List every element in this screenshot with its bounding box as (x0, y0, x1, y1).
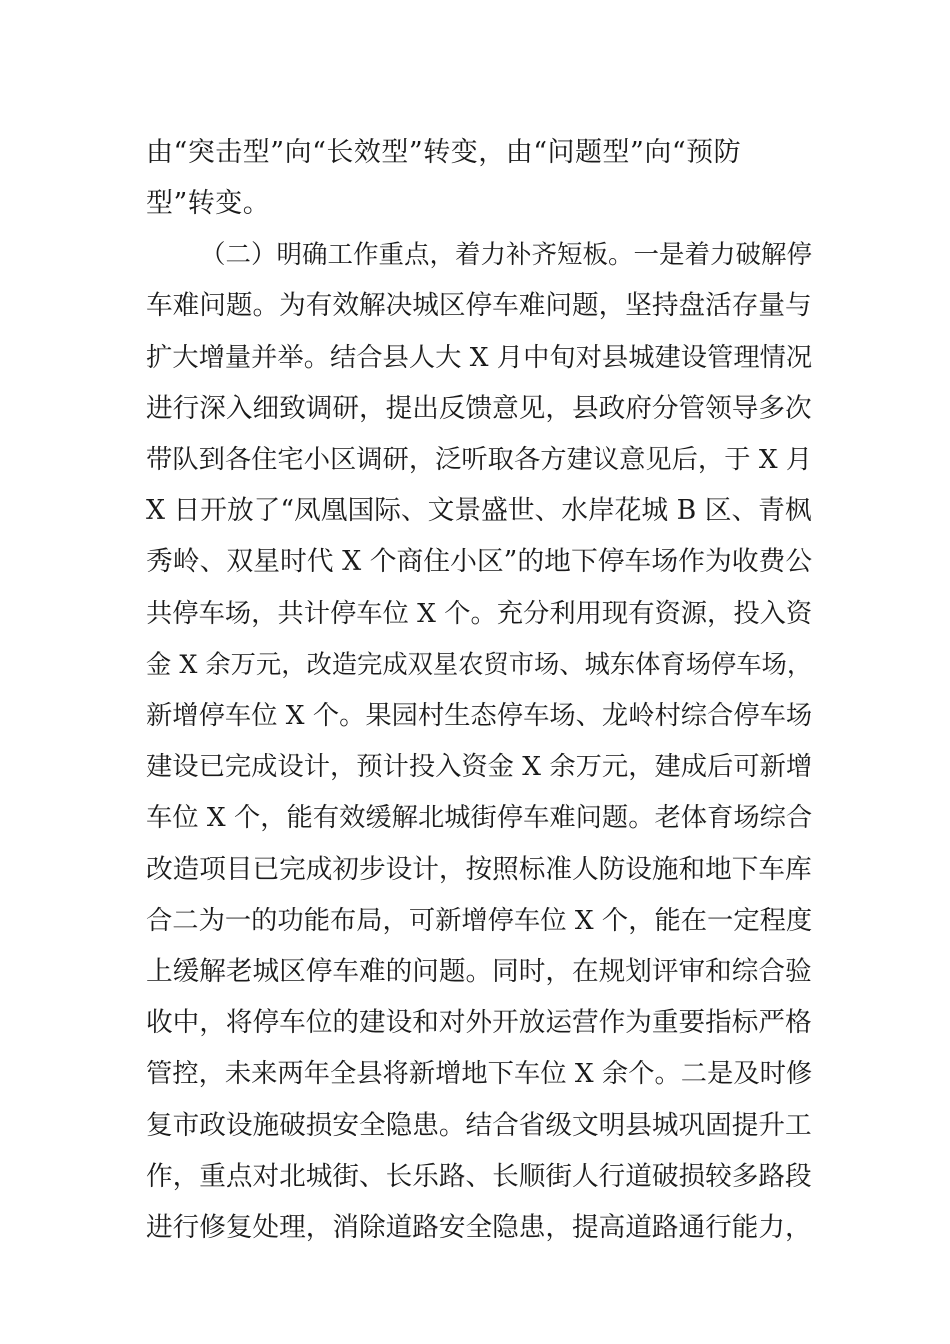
text-line: 扩大增量并举。结合县人大 X 月中旬对县城建设管理情况 (146, 343, 813, 373)
text-line: 改造项目已完成初步设计，按照标准人防设施和地下车库 (146, 854, 812, 885)
text-line: 带队到各住宅小区调研，泛听取各方建议意见后，于 X 月 (146, 445, 813, 475)
paragraph-start-line: （二）明确工作重点，着力补齐短板。一是着力破解停 (200, 240, 813, 270)
text-line: 型”转变。 (146, 188, 271, 219)
text-line: 建设已完成设计，预计投入资金 X 余万元，建成后可新增 (146, 752, 813, 782)
text-line: 由“突击型”向“长效型”转变，由“问题型”向“预防 (146, 137, 742, 168)
text-line: 秀岭、双星时代 X 个商住小区”的地下停车场作为收费公 (146, 546, 813, 577)
text-line: 收中，将停车位的建设和对外开放运营作为重要指标严格 (146, 1007, 812, 1038)
text-line: 金 X 余万元，改造完成双星农贸市场、城东体育场停车场， (146, 650, 813, 679)
text-line: 进行修复处理，消除道路安全隐患，提高道路通行能力， (146, 1212, 812, 1243)
text-line: 作，重点对北城街、长乐路、长顺街人行道破损较多路段 (146, 1161, 812, 1192)
text-line: 管控，未来两年全县将新增地下车位 X 余个。二是及时修 (146, 1059, 813, 1089)
text-line: X 日开放了“凤凰国际、文景盛世、水岸花城 B 区、青枫 (146, 495, 812, 526)
text-line: 进行深入细致调研，提出反馈意见，县政府分管领导多次 (146, 393, 812, 424)
text-line: 车难问题。为有效解决城区停车难问题，坚持盘活存量与 (146, 290, 812, 321)
text-line: 合二为一的功能布局，可新增停车位 X 个，能在一定程度 (146, 906, 813, 936)
text-line: 共停车场，共计停车位 X 个。充分利用现有资源，投入资 (146, 599, 813, 629)
text-line: 复市政设施破损安全隐患。结合省级文明县城巩固提升工 (146, 1110, 812, 1141)
text-line: 上缓解老城区停车难的问题。同时，在规划评审和综合验 (146, 956, 812, 987)
text-line: 新增停车位 X 个。果园村生态停车场、龙岭村综合停车场 (146, 701, 813, 731)
text-line: 车位 X 个，能有效缓解北城街停车难问题。老体育场综合 (146, 803, 813, 833)
